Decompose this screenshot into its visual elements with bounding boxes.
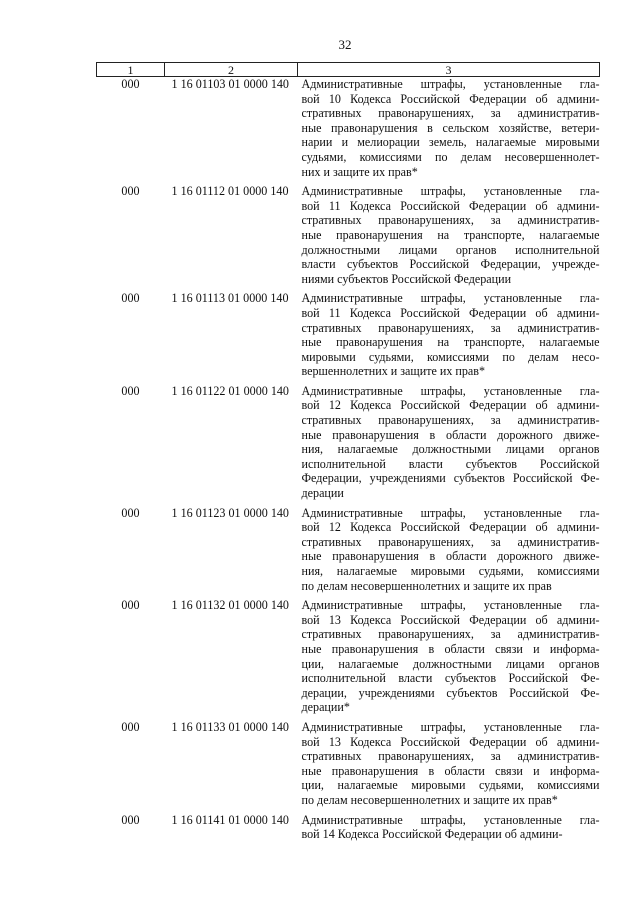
description-line: вой 13 Кодекса Российской Федерации об админи- — [301, 612, 600, 627]
description-line: вой 12 Кодекса Российской Федерации об админи- — [301, 398, 600, 413]
column-header-1: 1 — [97, 63, 165, 77]
description-line: исполнительной власти субъектов Российской Фе- — [301, 671, 600, 686]
description-line: исполнительной власти субъектов Российской — [301, 456, 600, 471]
admin-code-cell: 000 — [121, 505, 140, 520]
admin-code-cell: 000 — [121, 291, 140, 306]
description-line: ния, налагаемые мировыми судьями, комиссиями — [301, 564, 600, 578]
description-line: Административные штрафы, установленные гла- — [301, 184, 600, 199]
description-line: дерации* — [301, 700, 350, 715]
budget-codes-table — [96, 62, 600, 847]
description-line: вершеннолетних и защите их прав* — [301, 364, 486, 379]
page-number: 32 — [338, 37, 352, 52]
header-row — [97, 63, 600, 77]
description-line: по делам несовершеннолетних и защите их прав — [301, 578, 552, 593]
description-line: Административные штрафы, установленные гла- — [301, 77, 600, 91]
description-cell — [298, 506, 600, 599]
column-header-2: 2 — [165, 63, 298, 77]
description-cell — [298, 813, 600, 847]
budget-classification-code-cell: 1 16 01141 01 0000 140 — [171, 812, 289, 827]
table-row — [97, 291, 600, 384]
table-row — [97, 720, 600, 813]
description-line: стративных правонарушениях, за административ- — [301, 213, 600, 228]
description-line: вой 10 Кодекса Российской Федерации об админи- — [301, 91, 600, 106]
budget-classification-code-cell: 1 16 01103 01 0000 140 — [171, 77, 289, 91]
description-line: ные правонарушения на транспорте, налагаемые — [301, 227, 600, 242]
description-line: ции, налагаемые мировыми судьями, комиссиями — [301, 778, 600, 793]
budget-classification-code-cell: 1 16 01132 01 0000 140 — [171, 598, 289, 613]
description-line: Административные штрафы, установленные гла- — [301, 719, 600, 734]
description-line: Административные штрафы, установленные гла- — [301, 598, 600, 613]
description-line: стративных правонарушениях, за административ- — [301, 534, 600, 549]
table-row — [97, 598, 600, 720]
admin-code-cell: 000 — [121, 812, 140, 827]
description-line: по делам несовершеннолетних и защите их прав* — [301, 792, 558, 807]
table-row — [97, 813, 600, 847]
admin-code-cell: 000 — [121, 184, 140, 199]
description-line: вой 11 Кодекса Российской Федерации об админи- — [301, 305, 600, 320]
description-line: ные правонарушения в области дорожного движе- — [301, 549, 600, 564]
description-line: ции, налагаемые должностными лицами органов — [301, 656, 600, 671]
column-header-3: 3 — [298, 63, 600, 77]
table-header — [97, 63, 600, 77]
budget-classification-code-cell: 1 16 01123 01 0000 140 — [171, 505, 289, 520]
description-line: ния, налагаемые должностными лицами органов — [301, 442, 600, 457]
description-line: ниями субъектов Российской Федерации — [301, 271, 512, 286]
description-line: ные правонарушения в области связи и информа- — [301, 763, 600, 778]
table-row — [97, 506, 600, 599]
description-line: ные правонарушения в сельском хозяйстве, ветери- — [301, 120, 600, 135]
description-cell — [298, 184, 600, 291]
description-line: Административные штрафы, установленные гла- — [301, 383, 600, 398]
description-cell — [298, 291, 600, 384]
description-cell — [298, 598, 600, 720]
budget-classification-code-cell: 1 16 01133 01 0000 140 — [171, 719, 289, 734]
description-line: вой 13 Кодекса Российской Федерации об админи- — [301, 734, 600, 749]
admin-code-cell: 000 — [121, 77, 140, 91]
budget-classification-code-cell: 1 16 01112 01 0000 140 — [171, 184, 289, 199]
description-line: стративных правонарушениях, за административ- — [301, 413, 600, 428]
table-row — [97, 77, 600, 185]
description-line: стративных правонарушениях, за административ- — [301, 749, 600, 764]
description-line: стративных правонарушениях, за административ- — [301, 320, 600, 335]
description-line: Федерации, учреждениями субъектов Российской Фе- — [301, 471, 600, 486]
description-line: дерации — [301, 486, 344, 501]
admin-code-cell: 000 — [121, 383, 140, 398]
description-line: власти субъектов Российской Федерации, учрежде- — [301, 257, 600, 272]
description-line: вой 12 Кодекса Российской Федерации об админи- — [301, 520, 600, 535]
description-line: ные правонарушения на транспорте, налагаемые — [301, 335, 600, 350]
description-line: вой 11 Кодекса Российской Федерации об админи- — [301, 198, 600, 213]
budget-classification-code-cell: 1 16 01122 01 0000 140 — [171, 383, 289, 398]
description-cell — [298, 77, 600, 185]
description-cell — [298, 720, 600, 813]
table-body — [97, 77, 600, 847]
description-cell — [298, 384, 600, 506]
description-line: дерации, учреждениями субъектов Российской Фе- — [301, 685, 600, 700]
description-line: стративных правонарушениях, за административ- — [301, 627, 600, 642]
description-line: ные правонарушения в области связи и информа- — [301, 641, 600, 656]
budget-classification-code-cell: 1 16 01113 01 0000 140 — [171, 291, 289, 306]
description-line: них и защите их прав* — [301, 164, 418, 179]
description-line: Административные штрафы, установленные гла- — [301, 291, 600, 306]
admin-code-cell: 000 — [121, 598, 140, 613]
description-line: вой 14 Кодекса Российской Федерации об админи- — [301, 827, 563, 842]
description-line: ные правонарушения в области дорожного движе- — [301, 427, 600, 442]
description-line: судьями, комиссиями по делам несовершеннолет- — [301, 149, 600, 164]
description-line: Административные штрафы, установленные гла- — [301, 812, 600, 827]
description-line: должностными лицами органов исполнительной — [301, 242, 600, 257]
description-line: мировыми судьями, комиссиями по делам несо- — [301, 349, 600, 364]
description-line: нарии и мелиорации земель, налагаемые мировыми — [301, 135, 600, 150]
table-row — [97, 384, 600, 506]
table-row — [97, 184, 600, 291]
description-line: стративных правонарушениях, за административ- — [301, 106, 600, 121]
description-line: Административные штрафы, установленные гла- — [301, 505, 600, 520]
admin-code-cell: 000 — [121, 719, 140, 734]
